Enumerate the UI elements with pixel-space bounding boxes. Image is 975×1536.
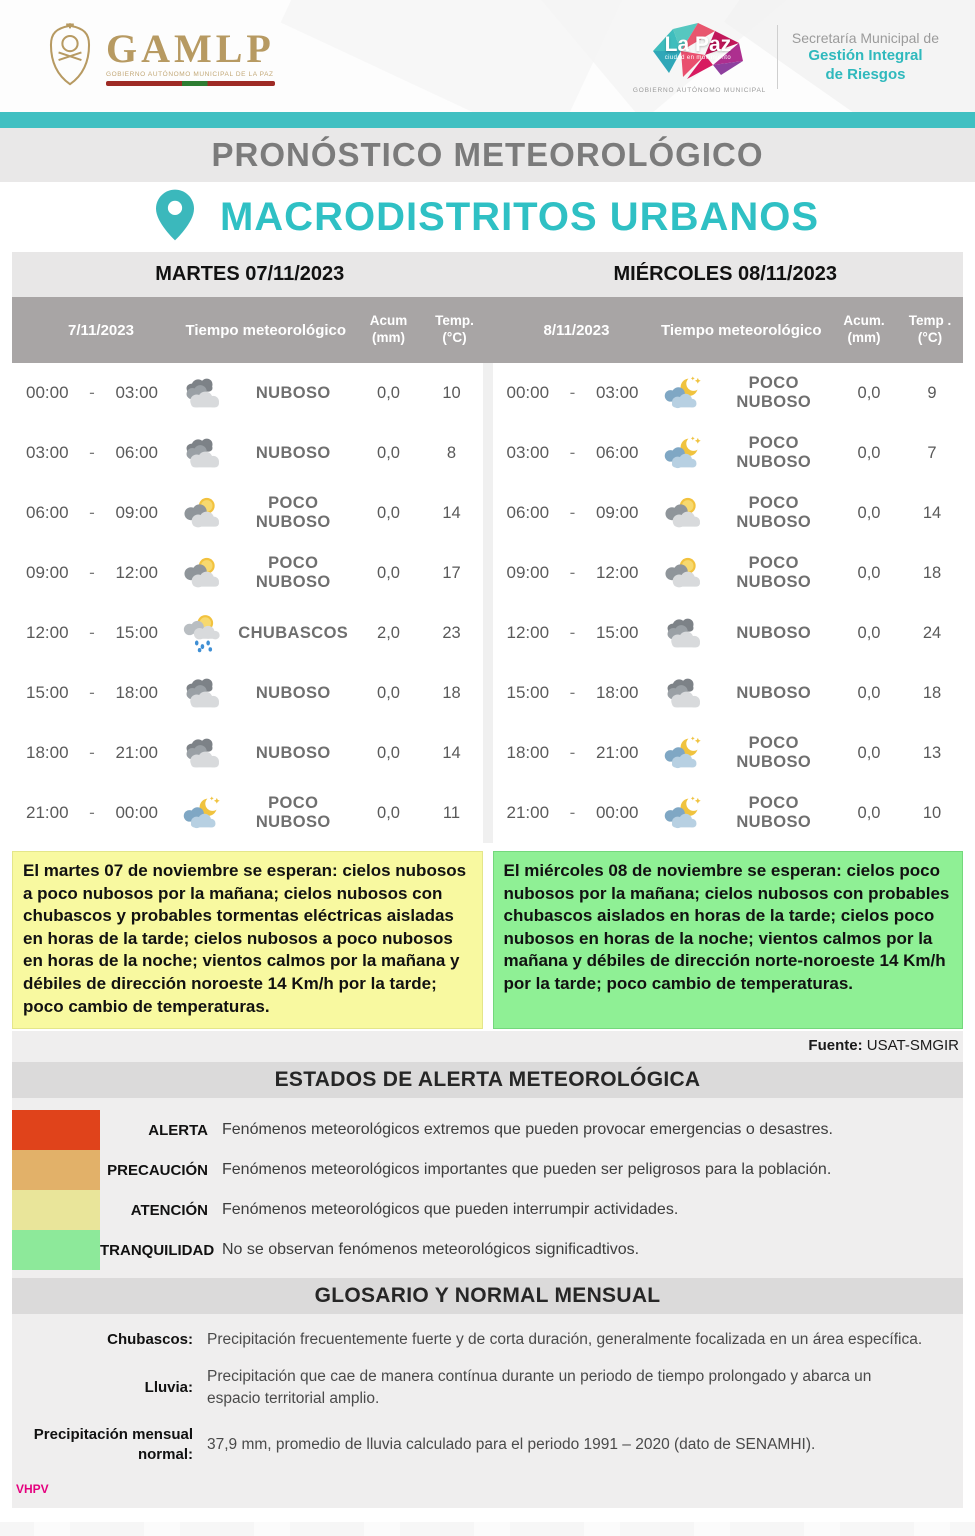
precipitation-value: 0,0	[377, 803, 400, 822]
alert-description: Fenómenos meteorológicos extremos que pueden provocar emergencias o desastres.	[222, 1121, 833, 1139]
forecast-row	[493, 423, 964, 483]
glossary-definition: 37,9 mm, promedio de lluvia calculado para el periodo 1991 – 2020 (dato de SENAMHI).	[207, 1435, 816, 1453]
precipitation-value: 0,0	[377, 383, 400, 402]
temperature-value: 18	[922, 563, 942, 582]
forecast-row	[12, 783, 483, 843]
glossary-definition: Precipitación frecuentemente fuerte y de corta duración, generalmente focalizada en un área específica.	[207, 1331, 923, 1349]
gamlp-wordmark: GAMLP	[106, 25, 275, 71]
clouds-icon	[172, 434, 230, 472]
precipitation-value: 0,0	[857, 503, 881, 522]
precipitation-value: 0,0	[857, 563, 881, 582]
time-range: 12:00 - 15:00	[26, 623, 158, 642]
lower-panel	[12, 1031, 963, 1508]
temperature-value: 17	[442, 563, 461, 582]
temperature-value: 13	[922, 743, 942, 762]
time-range: 00:00 - 03:00	[506, 383, 639, 402]
alert-label: ALERTA	[148, 1121, 208, 1139]
glossary-definition: Precipitación que cae de manera contínua durante un periodo de tiempo prolongado y abarca un espacio territorial amplio.	[207, 1367, 872, 1408]
clouds-icon	[172, 374, 230, 412]
time-range: 18:00 - 21:00	[506, 743, 639, 762]
lapaz-government-label: GOBIERNO AUTÓNOMO MUNICIPAL	[632, 86, 766, 94]
column-temperature: Temp. (°C)	[435, 313, 474, 345]
glossary-row-precipitacion	[12, 1418, 963, 1473]
glossary-row-lluvia	[12, 1359, 963, 1418]
temperature-value: 18	[922, 683, 942, 702]
condition-label: POCO NUBOSO	[736, 494, 812, 531]
glossary	[12, 1314, 963, 1478]
time-range: 09:00 - 12:00	[506, 563, 639, 582]
alert-color-swatch	[12, 1190, 100, 1230]
condition-label: POCO NUBOSO	[736, 794, 812, 831]
condition-label: POCO NUBOSO	[255, 554, 331, 591]
sun-clouds-icon	[653, 554, 711, 592]
author-initials: VHPV	[16, 1482, 49, 1497]
precipitation-value: 0,0	[377, 443, 400, 462]
temperature-value: 14	[442, 503, 461, 522]
time-range: 15:00 - 18:00	[506, 683, 639, 702]
column-weather: Tiempo meteorológico	[185, 321, 347, 339]
column-date: 8/11/2023	[543, 321, 610, 339]
alert-label: ATENCIÓN	[130, 1201, 208, 1219]
forecast-table-wednesday	[493, 363, 964, 843]
precipitation-value: 0,0	[377, 683, 400, 702]
location-pin-icon	[156, 189, 194, 246]
precipitation-value: 0,0	[857, 443, 881, 462]
moon-clouds-icon	[172, 794, 230, 832]
alert-color-swatch	[12, 1230, 100, 1270]
temperature-value: 18	[442, 683, 461, 702]
forecast-row	[12, 663, 483, 723]
temperature-value: 7	[927, 443, 937, 462]
date-band	[12, 252, 963, 297]
footer-logos-strip	[0, 1522, 975, 1536]
temperature-value: 11	[442, 803, 461, 822]
forecast-row	[12, 543, 483, 603]
clouds-icon	[172, 674, 230, 712]
alert-color-swatch	[12, 1150, 100, 1190]
temperature-value: 10	[442, 383, 461, 402]
forecast-row	[493, 363, 964, 423]
temperature-value: 10	[922, 803, 942, 822]
time-range: 03:00 - 06:00	[506, 443, 639, 462]
alert-label: TRANQUILIDAD	[100, 1241, 215, 1259]
summary-tuesday: El martes 07 de noviembre se esperan: cielos nubosos a poco nubosos por la mañana; cielos nubosos con chubascos y probables tormentas eléctricas aisladas en horas de la tarde; cielos nubosos a poco nubosos en horas de la noche; vientos calmos por la mañana y débiles de dirección noroeste 14 Km/h por la tarde; poco cambio de temperaturas.	[12, 851, 483, 1029]
lapaz-tagline: ciudad en movimiento	[664, 54, 732, 61]
sun-rain-icon	[172, 613, 230, 653]
alert-legend	[12, 1098, 963, 1278]
source-value: USAT-SMGIR	[866, 1037, 959, 1055]
sun-clouds-icon	[172, 494, 230, 532]
glossary-title: GLOSARIO Y NORMAL MENSUAL	[12, 1278, 963, 1314]
forecast-row	[12, 423, 483, 483]
time-range: 03:00 - 06:00	[26, 443, 158, 462]
forecast-row	[493, 783, 964, 843]
clouds-icon	[172, 734, 230, 772]
accent-bar	[0, 112, 975, 128]
condition-label: POCO NUBOSO	[255, 794, 331, 831]
summary-wednesday: El miércoles 08 de noviembre se esperan: cielos poco nubosos por la mañana; cielos nubosos con probables chubascos aislados en horas de la tarde; cielos poco nubosos en horas de la noche; vientos calmos por la mañana y débiles de dirección norte-noroeste 14 Km/h por la tarde; poco cambio de temperaturas.	[493, 851, 964, 1029]
forecast-row	[493, 723, 964, 783]
moon-clouds-icon	[653, 734, 711, 772]
alert-description: Fenómenos meteorológicos importantes que pueden ser peligrosos para la población.	[222, 1161, 832, 1179]
clouds-icon	[653, 614, 711, 652]
condition-label: POCO NUBOSO	[255, 494, 331, 531]
gamlp-subtitle: GOBIERNO AUTÓNOMO MUNICIPAL DE LA PAZ	[106, 70, 274, 78]
page-subtitle: MACRODISTRITOS URBANOS	[219, 194, 820, 239]
title-band	[0, 128, 975, 182]
forecast-row	[493, 663, 964, 723]
alert-color-swatch	[12, 1110, 100, 1150]
glossary-term: Chubascos:	[107, 1331, 193, 1349]
temperature-value: 9	[927, 383, 937, 402]
condition-label: POCO NUBOSO	[736, 554, 812, 591]
page-title: PRONÓSTICO METEOROLÓGICO	[211, 136, 764, 173]
day-title-wednesday: MIÉRCOLES 08/11/2023	[613, 263, 837, 285]
precipitation-value: 0,0	[377, 563, 400, 582]
forecast-table-tuesday	[12, 363, 483, 843]
source-label: Fuente:	[808, 1037, 863, 1055]
forecast-row	[493, 603, 964, 663]
alert-row-alerta	[12, 1110, 963, 1150]
precipitation-value: 0,0	[857, 383, 881, 402]
condition-label: NUBOSO	[736, 683, 812, 702]
subtitle-row	[0, 182, 975, 252]
lapaz-wordmark: La Paz	[664, 32, 732, 56]
time-range: 09:00 - 12:00	[26, 563, 158, 582]
alert-description: No se observan fenómenos meteorológicos significadtivos.	[222, 1241, 640, 1259]
time-range: 06:00 - 09:00	[26, 503, 158, 522]
column-precipitation: Acum. (mm)	[843, 313, 885, 345]
forecast-row	[493, 483, 964, 543]
precipitation-value: 0,0	[857, 803, 881, 822]
precipitation-value: 0,0	[377, 743, 400, 762]
summaries	[12, 851, 963, 1029]
sun-clouds-icon	[653, 494, 711, 532]
column-precipitation: Acum (mm)	[369, 313, 408, 345]
temperature-value: 23	[442, 623, 461, 642]
condition-label: NUBOSO	[736, 623, 812, 642]
source-line	[12, 1031, 963, 1062]
gamlp-logo	[44, 22, 275, 93]
gamlp-ribbon	[106, 81, 275, 86]
condition-label: POCO NUBOSO	[736, 434, 812, 471]
precipitation-value: 0,0	[857, 743, 881, 762]
column-date: 7/11/2023	[68, 321, 134, 339]
column-temperature: Temp . (°C)	[908, 313, 952, 345]
column-weather: Tiempo meteorológico	[660, 321, 822, 339]
header	[0, 0, 975, 112]
glossary-row-chubascos	[12, 1322, 963, 1358]
condition-label: NUBOSO	[255, 683, 331, 702]
temperature-value: 14	[922, 503, 942, 522]
alert-row-tranquilidad	[12, 1230, 963, 1270]
time-range: 06:00 - 09:00	[506, 503, 639, 522]
time-range: 18:00 - 21:00	[26, 743, 158, 762]
time-range: 12:00 - 15:00	[506, 623, 639, 642]
glossary-term: Precipitación mensual normal:	[33, 1425, 193, 1463]
condition-label: POCO NUBOSO	[736, 734, 812, 771]
condition-label: NUBOSO	[255, 383, 331, 402]
lapaz-logo	[632, 21, 766, 94]
time-range: 15:00 - 18:00	[26, 683, 158, 702]
time-range: 21:00 - 00:00	[506, 803, 639, 822]
forecast-row	[12, 723, 483, 783]
precipitation-value: 0,0	[377, 503, 400, 522]
forecast-row	[12, 483, 483, 543]
table-header	[12, 297, 963, 363]
gamlp-crest-icon	[44, 22, 96, 93]
day-title-tuesday: MARTES 07/11/2023	[155, 263, 345, 285]
precipitation-value: 0,0	[857, 683, 881, 702]
temperature-value: 8	[446, 443, 457, 462]
alert-label: PRECAUCIÓN	[107, 1161, 208, 1179]
temperature-value: 14	[442, 743, 461, 762]
glossary-term: Lluvia:	[144, 1379, 193, 1397]
condition-label: NUBOSO	[255, 443, 331, 462]
alert-row-precaucion	[12, 1150, 963, 1190]
time-range: 00:00 - 03:00	[26, 383, 158, 402]
precipitation-value: 0,0	[857, 623, 881, 642]
moon-clouds-icon	[653, 374, 711, 412]
condition-label: POCO NUBOSO	[736, 374, 812, 411]
alert-description: Fenómenos meteorológicos que pueden interrumpir actividades.	[222, 1201, 679, 1219]
condition-label: CHUBASCOS	[238, 623, 349, 642]
temperature-value: 24	[922, 623, 942, 642]
table-header-left	[12, 297, 488, 363]
clouds-icon	[653, 674, 711, 712]
alert-row-atencion	[12, 1190, 963, 1230]
secretaria-logo-text: Secretaría Municipal de Gestión Integral de Riesgos	[791, 29, 939, 83]
forecast-row	[493, 543, 964, 603]
condition-label: NUBOSO	[255, 743, 331, 762]
time-range: 21:00 - 00:00	[26, 803, 158, 822]
table-header-right	[488, 297, 964, 363]
moon-clouds-icon	[653, 434, 711, 472]
sun-clouds-icon	[172, 554, 230, 592]
forecast-tables	[12, 363, 963, 843]
alerts-title: ESTADOS DE ALERTA METEOROLÓGICA	[12, 1062, 963, 1098]
forecast-row	[12, 603, 483, 663]
table-divider	[483, 363, 493, 843]
moon-clouds-icon	[653, 794, 711, 832]
forecast-section	[12, 252, 963, 1508]
forecast-row	[12, 363, 483, 423]
precipitation-value: 2,0	[377, 623, 400, 642]
header-divider	[777, 25, 778, 89]
